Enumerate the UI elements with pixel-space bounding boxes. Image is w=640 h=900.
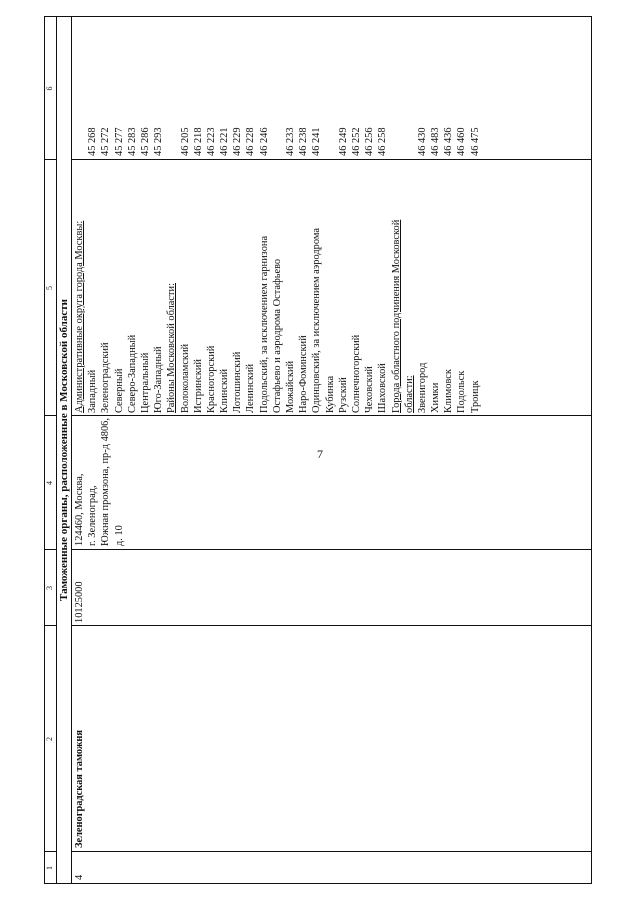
address-line: 124460, Москва, [74,473,85,546]
territory-group-header: Административные округа города Москвы: [74,220,85,413]
column-number-4: 4 [45,481,54,485]
territory-item: Подольск [456,370,468,413]
territory-item: Чеховский [364,366,376,413]
territory-item: Клинский [219,368,231,413]
territory-item: Солнечногорский [350,334,362,413]
okato-code: 46 205 [179,127,191,156]
okato-code [165,127,178,156]
customs-office-name: Зеленоградская таможня [74,730,85,848]
okato-code: 46 228 [245,127,257,156]
okato-code: 45 293 [153,127,165,156]
address-line: Южная промзона, пр-д 4806, [100,418,112,546]
territory-item: Лотошинский [232,351,244,413]
column-number-1: 1 [45,866,54,870]
okato-code: 46 256 [364,127,376,156]
territory-item: Химки [430,382,442,413]
territory-item: Красногорский [205,345,217,413]
territory-item: Одинцовский, за исключением аэродрома [311,228,323,413]
territory-item: Наро-Фоминский [298,335,310,413]
okato-code [403,127,416,156]
section-title: Таможенные органы, расположенные в Московской области [58,299,70,601]
okato-code: 46 436 [443,127,455,156]
okato-code: 46 218 [192,127,204,156]
col-border-4 [71,415,592,416]
okato-code [390,127,403,156]
col-border-6 [44,16,592,17]
customs-office-address [73,418,126,546]
territory-item: Западный [87,369,99,413]
page-number: 7 [317,447,323,461]
col-border-0 [44,883,592,884]
territory-item: Остафьево и аэродрома Остафьево [271,258,283,413]
rotated-table-page [44,16,592,884]
okato-code: 46 249 [337,127,349,156]
territory-item: Кубинка [324,375,336,413]
territory-item: Ленинский [245,363,257,413]
okato-code: 45 268 [87,127,99,156]
col-border-1 [71,851,592,852]
okato-code: 46 246 [258,127,270,156]
column-number-5: 5 [45,286,54,290]
okato-code: 46 223 [205,127,217,156]
okato-code [73,127,86,156]
okato-code: 45 283 [126,127,138,156]
territory-item: Волоколамский [179,343,191,413]
territory-item: Рузский [337,377,349,413]
okato-code: 45 286 [139,127,151,156]
territory-item: Климовск [443,369,455,413]
territory-item: Можайский [285,360,296,413]
okato-code: 46 430 [416,127,428,156]
territory-item: Троицк [469,380,481,413]
okato-code: 46 258 [377,127,389,156]
territory-group-header: Города областного подчинения Московской [390,219,402,413]
okato-code: 46 475 [469,127,481,156]
okato-code: 46 241 [311,127,323,156]
okato-code-list [73,127,482,156]
territory-item: Центральный [139,352,151,413]
okato-code: 46 229 [232,127,244,156]
table-border-bottom [591,16,592,884]
address-line: д. 10 [113,525,125,546]
okato-code [324,127,337,156]
col-border-5 [71,159,592,160]
territory-group-header: области: [403,375,415,413]
territory-item: Истринский [192,359,204,413]
column-number-3: 3 [45,586,54,590]
okato-code: 45 277 [113,127,125,156]
okato-code: 46 221 [219,127,231,156]
territory-item: Шаховской [377,363,389,413]
section-row-line [71,16,72,884]
customs-office-code: 10125000 [74,581,85,623]
row-number: 4 [74,874,85,880]
territory-item: Юго-Западный [153,346,165,413]
territory-item: Зеленоградский [100,342,112,413]
territory-item: Северо-Западный [126,334,138,413]
territory-item: Северный [113,368,125,413]
okato-code: 45 272 [100,127,112,156]
territory-item: Подольский, за исключением гарнизона [258,235,270,413]
okato-code: 46 483 [430,127,442,156]
territory-list [73,220,482,413]
okato-code [271,127,284,156]
column-number-2: 2 [45,737,54,741]
address-line: г. Зеленоград, [87,485,99,546]
okato-code: 46 460 [456,127,468,156]
col-border-2 [71,625,592,626]
territory-group-header: Районы Московской области: [166,283,178,413]
okato-code: 46 238 [298,127,310,156]
col-border-3 [71,549,592,550]
okato-code: 46 252 [350,127,362,156]
column-number-6: 6 [45,86,54,91]
territory-item: Звенигород [416,362,428,413]
okato-code: 46 233 [285,127,296,156]
